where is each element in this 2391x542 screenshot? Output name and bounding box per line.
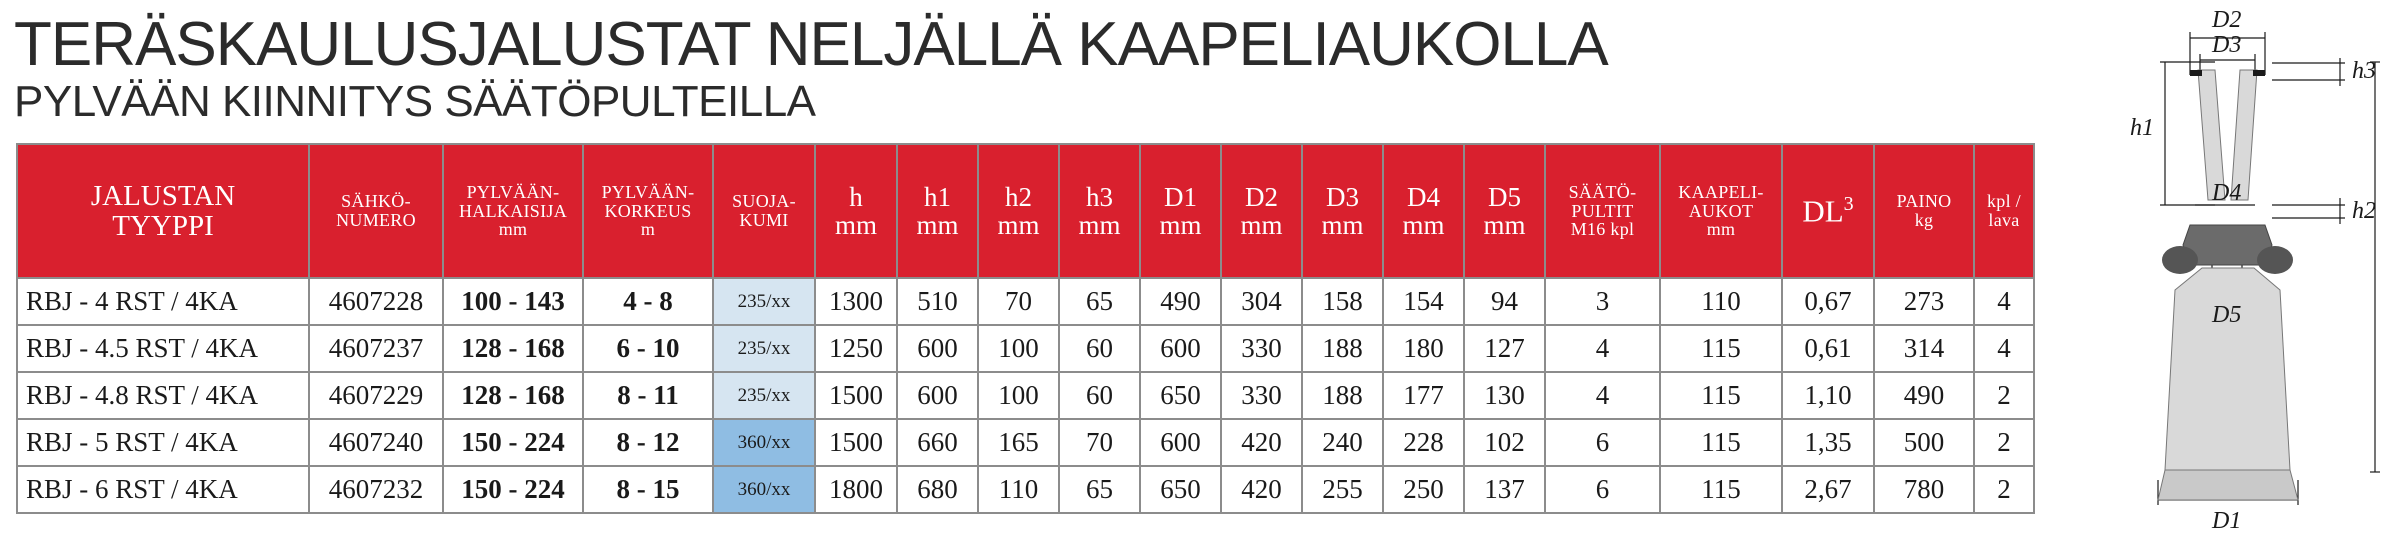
table-cell: 228 bbox=[1383, 419, 1464, 466]
table-cell: RBJ - 4.5 RST / 4KA bbox=[17, 325, 309, 372]
table-cell: 127 bbox=[1464, 325, 1545, 372]
table-cell: RBJ - 4.8 RST / 4KA bbox=[17, 372, 309, 419]
label-d5: D5 bbox=[2212, 302, 2242, 328]
table-row bbox=[17, 372, 2034, 419]
table-cell: 330 bbox=[1221, 372, 1302, 419]
table-cell: 180 bbox=[1383, 325, 1464, 372]
label-h3: h3 bbox=[2352, 58, 2376, 84]
table-cell: 165 bbox=[978, 419, 1059, 466]
table-cell: 2 bbox=[1974, 419, 2034, 466]
label-d4: D4 bbox=[2212, 180, 2242, 206]
table-cell: 130 bbox=[1464, 372, 1545, 419]
table-cell: 115 bbox=[1660, 325, 1782, 372]
table-cell: 100 - 143 bbox=[443, 278, 583, 325]
table-cell: 600 bbox=[897, 372, 978, 419]
table-cell: 4607240 bbox=[309, 419, 443, 466]
table-cell: 177 bbox=[1383, 372, 1464, 419]
table-row bbox=[17, 419, 2034, 466]
table-cell: 4607229 bbox=[309, 372, 443, 419]
table-cell: 154 bbox=[1383, 278, 1464, 325]
spec-table bbox=[16, 143, 2035, 514]
table-cell: 660 bbox=[897, 419, 978, 466]
table-cell: RBJ - 4 RST / 4KA bbox=[17, 278, 309, 325]
page-subtitle: PYLVÄÄN KIINNITYS SÄÄTÖPULTEILLA bbox=[14, 77, 816, 126]
table-cell: 6 - 10 bbox=[583, 325, 713, 372]
table-cell: 235/xx bbox=[713, 325, 815, 372]
col-header-d4: D4 mm bbox=[1383, 144, 1464, 278]
col-header-d1: D1 mm bbox=[1140, 144, 1221, 278]
table-cell: 6 bbox=[1545, 419, 1660, 466]
table-cell: 8 - 15 bbox=[583, 466, 713, 513]
label-h1: h1 bbox=[2130, 115, 2154, 141]
table-cell: 304 bbox=[1221, 278, 1302, 325]
table-cell: 650 bbox=[1140, 372, 1221, 419]
table-cell: 115 bbox=[1660, 419, 1782, 466]
table-cell: 110 bbox=[978, 466, 1059, 513]
table-cell: 360/xx bbox=[713, 419, 815, 466]
table-cell: 128 - 168 bbox=[443, 325, 583, 372]
col-header-suojakumi: SUOJA- KUMI bbox=[713, 144, 815, 278]
table-cell: 600 bbox=[1140, 325, 1221, 372]
col-header-d3: D3 mm bbox=[1302, 144, 1383, 278]
col-header-d5: D5 mm bbox=[1464, 144, 1545, 278]
label-d2: D2 bbox=[2212, 7, 2242, 33]
table-cell: 2,67 bbox=[1782, 466, 1874, 513]
table-cell: 330 bbox=[1221, 325, 1302, 372]
table-cell: 4 - 8 bbox=[583, 278, 713, 325]
table-cell: RBJ - 6 RST / 4KA bbox=[17, 466, 309, 513]
table-cell: 188 bbox=[1302, 325, 1383, 372]
table-cell: 2 bbox=[1974, 372, 2034, 419]
table-cell: 650 bbox=[1140, 466, 1221, 513]
table-cell: 150 - 224 bbox=[443, 419, 583, 466]
col-header-h2: h2 mm bbox=[978, 144, 1059, 278]
table-row bbox=[17, 278, 2034, 325]
table-cell: 0,67 bbox=[1782, 278, 1874, 325]
table-cell: 490 bbox=[1140, 278, 1221, 325]
table-cell: 600 bbox=[897, 325, 978, 372]
col-header-d2: D2 mm bbox=[1221, 144, 1302, 278]
table-cell: 150 - 224 bbox=[443, 466, 583, 513]
table-cell: 100 bbox=[978, 372, 1059, 419]
table-cell: 137 bbox=[1464, 466, 1545, 513]
label-d1: D1 bbox=[2212, 508, 2242, 534]
table-cell: 70 bbox=[978, 278, 1059, 325]
table-cell: 188 bbox=[1302, 372, 1383, 419]
table-cell: 1300 bbox=[815, 278, 897, 325]
table-cell: 490 bbox=[1874, 372, 1974, 419]
col-header-paino: PAINO kg bbox=[1874, 144, 1974, 278]
table-cell: 94 bbox=[1464, 278, 1545, 325]
table-cell: 510 bbox=[897, 278, 978, 325]
table-cell: 1500 bbox=[815, 372, 897, 419]
table-cell: 1,35 bbox=[1782, 419, 1874, 466]
table-row bbox=[17, 325, 2034, 372]
table-cell: 4 bbox=[1545, 372, 1660, 419]
col-header-h: h mm bbox=[815, 144, 897, 278]
table-cell: 115 bbox=[1660, 372, 1782, 419]
table-cell: 360/xx bbox=[713, 466, 815, 513]
col-header-h3: h3 mm bbox=[1059, 144, 1140, 278]
table-cell: 255 bbox=[1302, 466, 1383, 513]
table-cell: 115 bbox=[1660, 466, 1782, 513]
table-cell: 780 bbox=[1874, 466, 1974, 513]
table-cell: 420 bbox=[1221, 419, 1302, 466]
table-cell: 100 bbox=[978, 325, 1059, 372]
base-dimension-drawing bbox=[2040, 0, 2390, 542]
table-cell: 314 bbox=[1874, 325, 1974, 372]
table-cell: 1250 bbox=[815, 325, 897, 372]
col-header-dl: $DL^3$ bbox=[1782, 144, 1874, 278]
table-cell: 110 bbox=[1660, 278, 1782, 325]
table-cell: 70 bbox=[1059, 419, 1140, 466]
col-header-korkeus: PYLVÄÄN- KORKEUS m bbox=[583, 144, 713, 278]
table-cell: RBJ - 5 RST / 4KA bbox=[17, 419, 309, 466]
table-cell: 8 - 12 bbox=[583, 419, 713, 466]
table-cell: 4607228 bbox=[309, 278, 443, 325]
table-cell: 500 bbox=[1874, 419, 1974, 466]
col-header-saatopultit: SÄÄTÖ- PULTIT M16 kpl bbox=[1545, 144, 1660, 278]
col-header-sahkonumero: SÄHKÖ- NUMERO bbox=[309, 144, 443, 278]
page-title: TERÄSKAULUSJALUSTAT NELJÄLLÄ KAAPELIAUKOLLA bbox=[14, 10, 1608, 79]
col-header-h1: h1 mm bbox=[897, 144, 978, 278]
table-cell: 1800 bbox=[815, 466, 897, 513]
table-cell: 240 bbox=[1302, 419, 1383, 466]
table-cell: 128 - 168 bbox=[443, 372, 583, 419]
table-cell: 4607232 bbox=[309, 466, 443, 513]
table-cell: 4 bbox=[1545, 325, 1660, 372]
table-cell: 2 bbox=[1974, 466, 2034, 513]
col-header-kpl-lava: kpl / lava bbox=[1974, 144, 2034, 278]
table-cell: 235/xx bbox=[713, 278, 815, 325]
table-cell: 4607237 bbox=[309, 325, 443, 372]
table-cell: 250 bbox=[1383, 466, 1464, 513]
table-cell: 273 bbox=[1874, 278, 1974, 325]
table-cell: 235/xx bbox=[713, 372, 815, 419]
table-cell: 1,10 bbox=[1782, 372, 1874, 419]
table-cell: 65 bbox=[1059, 466, 1140, 513]
col-header-tyyppi: JALUSTAN TYYPPI bbox=[17, 144, 309, 278]
table-cell: 60 bbox=[1059, 372, 1140, 419]
table-cell: 8 - 11 bbox=[583, 372, 713, 419]
table-cell: 4 bbox=[1974, 278, 2034, 325]
table-cell: 420 bbox=[1221, 466, 1302, 513]
col-header-halkaisija: PYLVÄÄN- HALKAISIJA mm bbox=[443, 144, 583, 278]
table-row bbox=[17, 466, 2034, 513]
table-cell: 102 bbox=[1464, 419, 1545, 466]
table-cell: 60 bbox=[1059, 325, 1140, 372]
table-cell: 4 bbox=[1974, 325, 2034, 372]
col-header-kaapeliaukot: KAAPELI- AUKOT mm bbox=[1660, 144, 1782, 278]
label-h2: h2 bbox=[2352, 198, 2376, 224]
table-cell: 6 bbox=[1545, 466, 1660, 513]
table-cell: 680 bbox=[897, 466, 978, 513]
table-cell: 600 bbox=[1140, 419, 1221, 466]
table-header-row bbox=[17, 144, 2034, 278]
label-d3: D3 bbox=[2212, 32, 2242, 58]
table-cell: 158 bbox=[1302, 278, 1383, 325]
table-cell: 0,61 bbox=[1782, 325, 1874, 372]
table-cell: 1500 bbox=[815, 419, 897, 466]
table-cell: 65 bbox=[1059, 278, 1140, 325]
table-cell: 3 bbox=[1545, 278, 1660, 325]
